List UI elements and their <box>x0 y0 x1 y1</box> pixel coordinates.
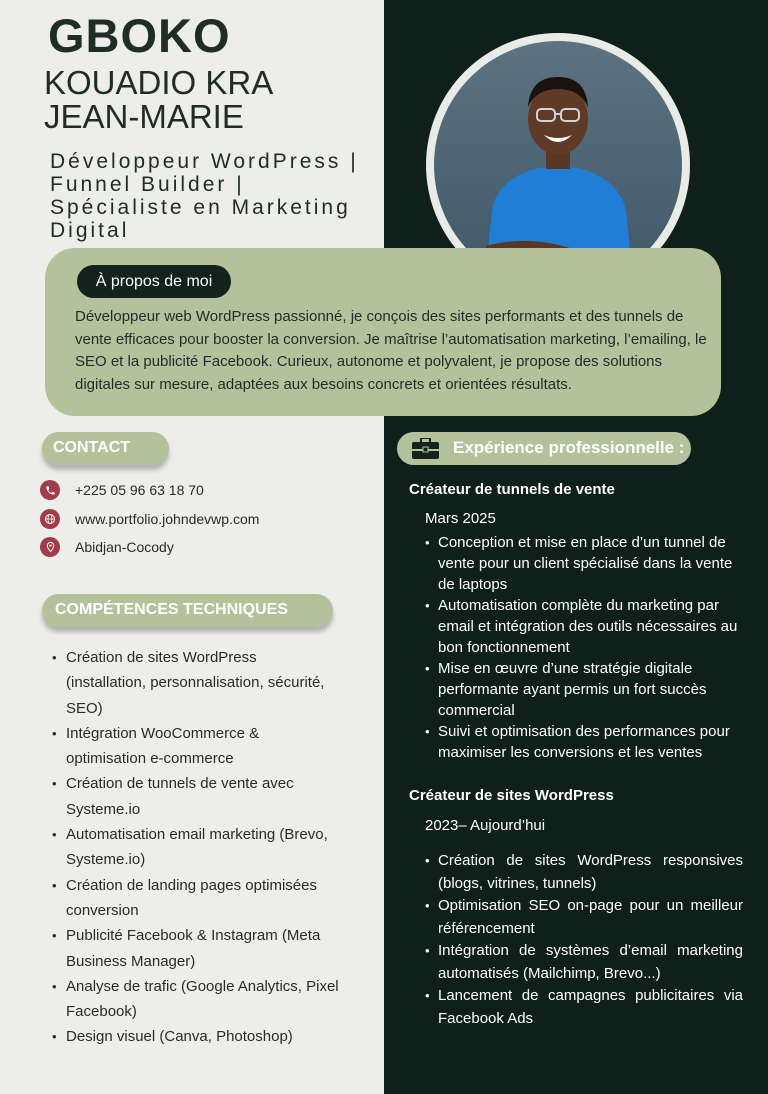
surname-heading: GBOKO <box>48 9 231 62</box>
location-text: Abidjan-Cocody <box>75 539 174 555</box>
task-item: • Intégration de systèmes d’email marketing automatisés (Mailchimp, Brevo...) <box>425 940 743 985</box>
given-names-heading: KOUADIO KRA JEAN-MARIE <box>44 64 272 135</box>
skills-list <box>50 645 340 1050</box>
phone-icon <box>40 480 60 500</box>
job-date-sales-funnels: Mars 2025 <box>425 510 496 527</box>
skill-item: • Automatisation email marketing (Brevo, Systeme.io) <box>50 822 340 873</box>
job-tasks-wordpress-sites <box>425 850 743 1030</box>
job-date-wordpress-sites: 2023– Aujourd’hui <box>425 817 546 834</box>
contact-phone <box>40 480 204 500</box>
experience-title-badge: Expérience professionnelle : <box>397 432 691 465</box>
skill-item: • Création de landing pages optimisées conversion <box>50 873 340 924</box>
task-item: • Conception et mise en place d’un tunnel de vente pour un client spécialisé dans la vente de laptops <box>425 532 743 595</box>
skills-title-badge: COMPÉTENCES TECHNIQUES <box>42 594 333 627</box>
task-item: • Suivi et optimisation des performances pour maximiser les conversions et les ventes <box>425 721 743 763</box>
task-item: • Optimisation SEO on-page pour un meilleur référencement <box>425 895 743 940</box>
about-title-badge: À propos de moi <box>77 265 231 298</box>
task-item: • Lancement de campagnes publicitaires via Facebook Ads <box>425 985 743 1030</box>
job-title-sales-funnels: Créateur de tunnels de vente <box>409 481 615 498</box>
globe-icon <box>40 509 60 529</box>
job-tasks-sales-funnels <box>425 532 743 763</box>
task-item: • Mise en œuvre d’une stratégie digitale performante ayant permis un fort succès commercial <box>425 658 743 721</box>
skill-item: • Création de tunnels de vente avec Systeme.io <box>50 771 340 822</box>
contact-title-badge: CONTACT <box>42 432 169 465</box>
website-link[interactable]: www.portfolio.johndevwp.com <box>75 511 260 527</box>
job-role-title: Développeur WordPress | Funnel Builder | Spécialiste en Marketing Digital <box>50 150 359 242</box>
job-title-wordpress-sites: Créateur de sites WordPress <box>409 787 614 804</box>
contact-website <box>40 509 259 529</box>
contact-location <box>40 537 174 557</box>
skill-item: • Analyse de trafic (Google Analytics, Pixel Facebook) <box>50 974 340 1025</box>
skill-item: • Intégration WooCommerce & optimisation e-commerce <box>50 721 340 772</box>
briefcase-icon <box>412 438 439 464</box>
skill-item: • Design visuel (Canva, Photoshop) <box>50 1024 340 1049</box>
skill-item: • Création de sites WordPress (installation, personnalisation, sécurité, SEO) <box>50 645 340 721</box>
task-item: • Automatisation complète du marketing par email et intégration des outils nécessaires au bon fonctionnement <box>425 595 743 658</box>
task-item: • Création de sites WordPress responsives (blogs, vitrines, tunnels) <box>425 850 743 895</box>
skill-item: • Publicité Facebook & Instagram (Meta Business Manager) <box>50 923 340 974</box>
phone-number[interactable]: +225 05 96 63 18 70 <box>75 482 204 498</box>
location-pin-icon <box>40 537 60 557</box>
about-paragraph: Développeur web WordPress passionné, je conçois des sites performants et des tunnels de vente efficaces pour booster la conversion. Je maîtrise l’automatisation marketing, l’emailing, le SEO et la publicité Facebook. Curieux, autonome et polyvalent, je propose des solutions digitales sur mesure, adaptées aux besoins concrets et orientées résultats. <box>75 308 707 393</box>
